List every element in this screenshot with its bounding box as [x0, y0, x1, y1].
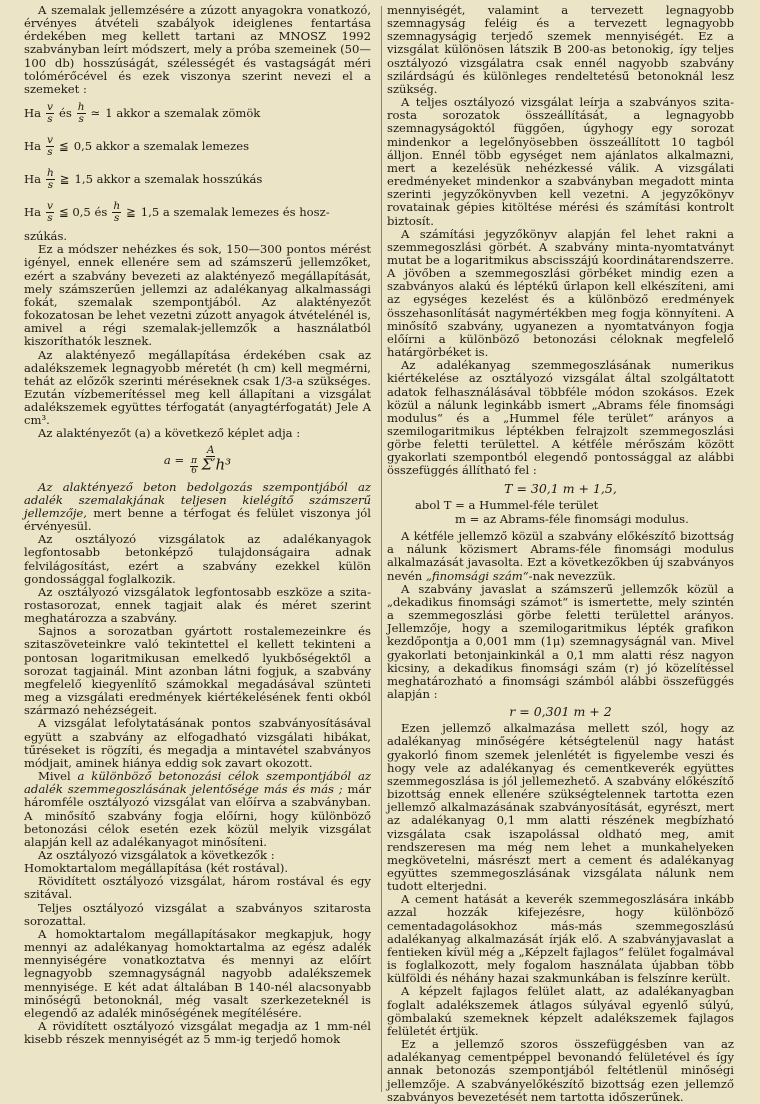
- condition-joiner: és: [58, 105, 72, 120]
- fraction-numerator: v: [47, 133, 53, 146]
- paragraph: Az alaktényezőt (a) a következő képlet adja :: [38, 426, 301, 441]
- right-column: [387, 3, 734, 1104]
- paragraph: Az osztályozó vizsgálatok az adalékanyagok legfontosabb betonképző tulajdonságaira adnak felvilágosítást, ezért a szabvány ezekkel külön gondossággal foglalkozik.: [24, 532, 371, 586]
- condition-fraction: [77, 102, 86, 125]
- equation-where-2: m = az Abrams-féle finomsági modulus.: [455, 511, 689, 526]
- fraction-denominator: s: [47, 145, 53, 158]
- paragraph: Az alaktényező megállapítása érdekében csak az adalékszemek legnagyobb méretét (h cm) kell megmérni, tehát az előzők szerinti méréseknek csak 1/3-a szükséges. Ezután vízbemerítéssel meg kell állapítani a vizsgálat adalékszemek együttes térfogatát (anyagtérfogatát) Jele A cm³.: [24, 347, 371, 428]
- list-item: Homoktartalom megállapítása (két rostával).: [24, 861, 289, 876]
- condition-prefix: Ha: [24, 171, 42, 186]
- paragraph: Az adalékanyag szemmegoszlásának numerikus kiértékelése az osztályozó vizsgálat által szolgáltatott adatok felhasználásával többféle módon szokásos. Ezek közül a nálunk leginkább ismert „Abrams féle finomsági modulus“ és a „Hummel féle terület“ arányos a szemilogaritmikus léptékben felrajzolt szemmegoszlási görbe feletti területtel. A kétféle mérőszám között gyakorlati szempontból elegendő pontossággal az alábbi összefüggés állítható fel :: [387, 358, 734, 478]
- paragraph: A szemalak jellemzésére a zúzott anyagokra vonatkozó, érvényes átvételi szabályok ideiglenes fentartása érdekében meg kellett tartani az MNOSZ 1992 szabványban leírt módszert, mely a próba szemeinek (50—100 db) hosszúságát, szélességét és vastagságát méri tolómérőcével és ezek viszonya szerint nevezi el a szemeket :: [24, 3, 371, 96]
- paragraph: Ezen jellemző alkalmazása mellett szól, hogy az adalékanyag minőségére kétségtelenül nagy hatást gyakorló finom szemek jelenlétét is figyelembe veszi és hogy vele az adalékanyag és cementkeverék együttes szemmegoszlása is jól jellemezhető. A szabvány előkészítő bizottság ennek ellenére szükségtelennek tartotta ezen jellemző alkalmazásának szabványosítását, egyrészt, mert az adalékanyag 0,1 mm alatti részének megbízható vizsgálata csak iszapolással oldható meg, amit rendszeresen ma még nem lehet a munkahelyeken megkövetelni, másrészt mert a cement és adalékanyag együttes szemmegoszlásának vizsgálata nálunk nem tudott elterjedni.: [387, 721, 734, 894]
- list-item: Teljes osztályozó vizsgálat a szabványos szitarosta sorozattal.: [24, 900, 371, 928]
- condition-relation: ≃: [90, 105, 101, 120]
- paragraph: mennyiségét, valamint a tervezett legnagyobb szemnagyság feléig és a tervezett legnagyobb szemnagyságig terjedő szemek mennyiségét. Ez a vizsgálat különösen látszik B 200-as betonokig, így teljes osztályozó vizsgálatra csak ennél nagyobb szabvány szilárdságú és különleges rendeltetésű betonoknál lesz szükség.: [387, 3, 734, 96]
- emphasis: a különböző betonozási célok szempontjából az adalék szemmegoszlásának jelentősége más és más ;: [24, 769, 371, 797]
- formula-lhs: a =: [163, 453, 185, 468]
- formula-numerator: A: [206, 444, 215, 457]
- condition-fraction: [46, 135, 54, 158]
- shape-conditions: [24, 98, 371, 227]
- condition-fraction: [112, 201, 121, 224]
- formula-six: 6: [191, 466, 197, 477]
- fraction-numerator: v: [47, 100, 53, 113]
- condition-fraction: [46, 102, 54, 125]
- paragraph: A homoktartalom megállapításakor megkapjuk, hogy mennyi az adalékanyag homoktartalma az egész adalék mennyiségére vonatkoztatva és mennyi az előírt legnagyobb szemnagyságnál nagyobb adalékszemek mennyisége. E két adat általában B 140-nél alacsonyabb minőségű betonoknál, még vasalt szerkezeteknél is elegendő az adalék minőségének megítélésére.: [24, 926, 371, 1020]
- formula-pi: π: [191, 456, 198, 467]
- shape-condition-row: [24, 164, 371, 194]
- paragraph: A szabvány javaslat a számszerű jellemzők közül a „dekadikus finomsági számot“ is ismertette, mely szintén a szemmegoszlási görbe feletti területtel arányos. Jellemzője, hogy a szemilogaritmikus lépték grafikon kezdőpontja a 0,001 mm (1μ) szemnagyságnál van. Mivel gyakorlati betonjainkinkál a 0,1 mm alatti rész nagyon kicsiny, a dekadikus finomsági szám (r) jó közelítéssel meghatározható a finomsági számból alábbi összefüggés alapján :: [387, 581, 734, 701]
- condition-relation: ≧: [59, 171, 70, 186]
- fraction-denominator: s: [47, 178, 54, 191]
- shape-factor-formula: [24, 444, 371, 478]
- condition-prefix: Ha: [24, 138, 42, 153]
- condition-joiner: ≦ 0,5 és: [58, 204, 108, 219]
- paragraph: A vizsgálat lefolytatásának pontos szabványosításával együtt a szabvány az elfogadható vizsgálati hibákat, tűréseket is rögzíti, és megadja a mintavétel szabványos módjait, aminek hiánya eddig sok zavart okozott.: [24, 716, 371, 770]
- condition-fraction: [46, 168, 55, 191]
- paragraph: szúkás.: [24, 229, 68, 244]
- text: A kétféle jellemző közül a szabvány előkészítő bizottság a nálunk közismert Abrams-féle finomsági modulus alkalmazását javasolta. Ezt a következőkben új szabványos nevén: [387, 529, 734, 583]
- paragraph: [24, 481, 371, 534]
- fraction-denominator: s: [47, 112, 53, 125]
- paragraph: A rövidített osztályozó vizsgálat megadja az 1 mm-nél kisebb részek mennyiségét az 5 mm-ig terjedő homok: [24, 1019, 371, 1047]
- emphasis: Az alaktényező beton bedolgozás szempontjából az adalék szemalakjának teljesen kielégítő számszerű jellemzője,: [24, 479, 371, 520]
- fraction-numerator: h: [77, 100, 85, 113]
- formula-fraction: [190, 445, 231, 476]
- fraction-denominator: s: [47, 211, 53, 224]
- emphasis: „finomsági szám“: [425, 568, 529, 583]
- formula-sum: Σ′h³: [201, 455, 232, 474]
- condition-result: 1,5 akkor a szemalak hosszúkás: [74, 171, 263, 186]
- paragraph: Az osztályozó vizsgálatok a következők :: [38, 847, 275, 862]
- list-item: Rövidített osztályozó vizsgálat, három rostával és egy szitával.: [24, 874, 371, 902]
- shape-condition-row: [24, 98, 371, 128]
- shape-condition-row: [24, 131, 371, 161]
- paragraph: A teljes osztályozó vizsgálat leírja a szabványos szita-rosta sorozatok összeállítását, a legnagyobb szemnagyságoktól függően, úgyhogy egy sorozat mindenkor a legelőnyösebben összeállított 10 tagból álljon. Ennél több egységet nem ajánlatos alkalmazni, mert a kezelésük nehézkessé válik. A vizsgálati eredményeket mindenkor a szabványban megadott minta szerinti jegyzőkönyvben kell vezetni. A jegyzőkönyv rovatainak gépies kitöltése mérési és számítási kontrolt biztosít.: [387, 95, 734, 228]
- paragraph: [24, 770, 371, 849]
- paragraph: A számítási jegyzőkönyv alapján fel lehet rakni a szemmegoszlási görbét. A szabvány minta-nyomtatványt mutat be a logaritmikus abscisszájú koordinátarendszerre. A jövőben a szemmegoszlási görbéket mindig ezen a szabványos alakú és léptékű űrlapon kell elkészíteni, ami az egységes kezelést és a különböző eredmények összehasonlítását nagymértékben meg fogja könnyíteni. A minősítő szabvány, ugyanezen a nyomtatványon fogja előírni a különböző betonozási céloknak megfelelő határgörbéket is.: [387, 226, 734, 360]
- fraction-numerator: h: [113, 199, 121, 212]
- text: már háromféle osztályozó vizsgálat van előírva a szabványban. A minősítő szabvány fogja előírni, hogy különböző betonozási célok esetén ezek közül melyik vizsgálat alapján kell az adalékanyagot minősíteni.: [24, 782, 371, 849]
- paragraph: Az osztályozó vizsgálatok legfontosabb eszköze a szita-rostasorozat, ennek tagjait alak és méret szerint meghatározza a szabvány.: [24, 584, 371, 626]
- condition-relation: ≦: [58, 138, 69, 153]
- fraction-numerator: h: [47, 166, 54, 179]
- condition-relation: ≧: [126, 204, 136, 219]
- paragraph: A cement hatását a keverék szemmegoszlására inkább azzal hozzák kifejezésre, hogy különböző cementadagolásokhoz más-más szemmegoszlású adalékanyag alkalmazását írják elő. A szabványjavaslat a fentieken kívül még a „Képzelt fajlagos“ felület fogalmával is foglalkozott, mely fogalom használata újabban több külföldi és néhány hazai szakmunkában is felszínre került.: [387, 892, 734, 986]
- condition-result: 1,5 a szemalak lemezes és hosz-: [140, 204, 330, 219]
- paragraph: Sajnos a sorozatban gyártott rostalemezeinkre és szitaszöveteinkre való tekintettel el kellett tekinteni a pontosan logaritmikusan emelkedő lyukbőségektől a sorozat tagjainál. Mint azonban látni fogjuk, a szabvány megfelelő kiegyenlítő számokkal megadásával szünteti meg a vizsgálati eredmények kiértékelésének fenti okból származó nehézségeit.: [24, 624, 371, 718]
- text: -nak nevezzük.: [528, 568, 616, 583]
- left-column: [24, 4, 371, 1096]
- fraction-denominator: s: [78, 112, 84, 125]
- equation-hummel: T = 30,1 m + 1,5,: [504, 480, 617, 496]
- equation-where-1: abol T = a Hummel-féle terület: [415, 497, 599, 512]
- equation-decadic: r = 0,301 m + 2: [509, 704, 612, 720]
- condition-prefix: Ha: [24, 204, 42, 219]
- text: Mivel: [38, 769, 78, 784]
- shape-condition-row: [24, 197, 371, 227]
- text: mert benne a térfogat és felület viszonya jól érvényesül.: [24, 505, 371, 534]
- paragraph: A képzelt fajlagos felület alatt, az adalékanyagban foglalt adalékszemek átlagos súlyával egyenlő súlyú, gömbalakú szemeknek képzelt adalékszemek fajlagos felületét értjük.: [387, 984, 734, 1038]
- condition-fraction: [46, 201, 54, 224]
- fraction-numerator: v: [47, 199, 53, 212]
- column-divider: [381, 6, 382, 1092]
- paragraph: Ez a jellemző szoros összefüggésben van az adalékanyag cementpéppel bevonandó felületével és így annak betonozás szempontjából feltétlenül minőségi jellemzője. A szabványelőkészítő bizottság ezen jellemző szabványos bevezetését nem tartotta időszerűnek.: [387, 1037, 734, 1104]
- paragraph: Ez a módszer nehézkes és sok, 150—300 pontos mérést igényel, ennek ellenére sem ad számszerű jellemzőket, ezért a szabvány bevezeti az alaktényező megállapítását, mely számszerűen jellemzi az adalékanyag alkalmassági fokát, szemalak szempontjából. Az alaktényezőt fokozatosan be lehet vezetni zúzott anyagok átvételénél is, amivel a régi szemalak-jellemzők a használatból kiszoríthatók lesznek.: [24, 242, 371, 349]
- paragraph: [387, 530, 734, 583]
- fraction-denominator: s: [114, 211, 120, 224]
- condition-prefix: Ha: [24, 105, 42, 120]
- condition-result: 1 akkor a szemalak zömök: [105, 105, 261, 120]
- formula-denominator: [190, 457, 231, 476]
- condition-result: 0,5 akkor a szemalak lemezes: [73, 138, 250, 153]
